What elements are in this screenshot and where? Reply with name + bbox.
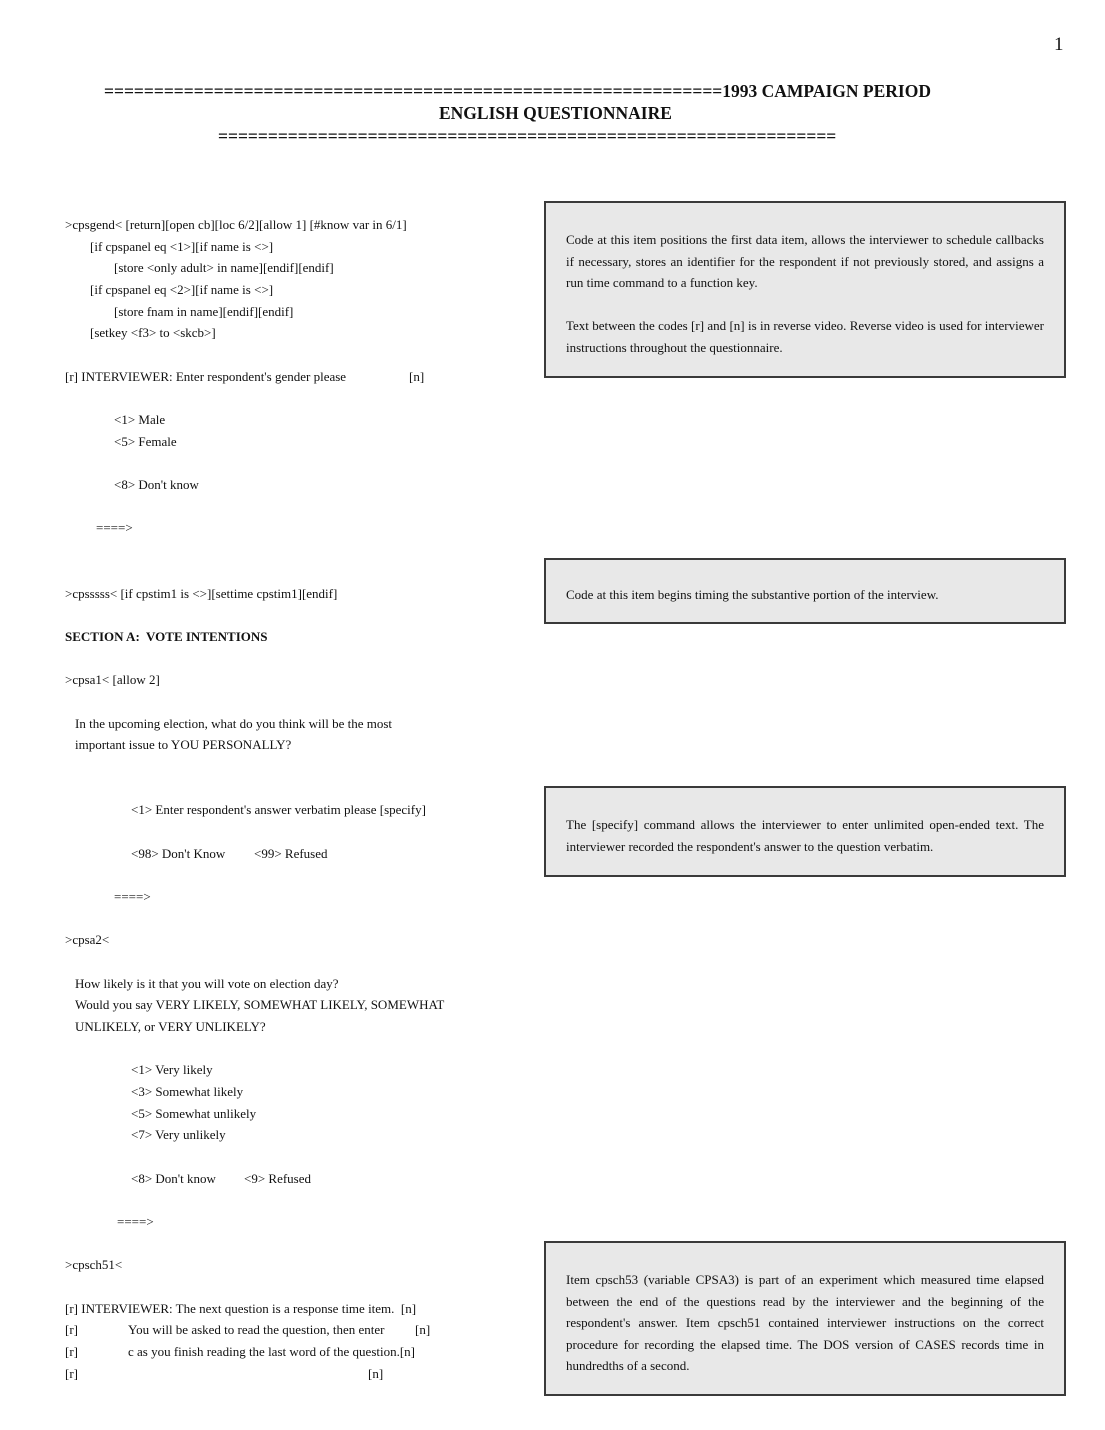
entry-arrow: ====> — [114, 889, 151, 904]
answer-option: <9> Refused — [244, 1171, 312, 1186]
code-line: [store fnam in name][endif][endif] — [114, 304, 294, 319]
answer-option: <1> Very likely — [131, 1062, 213, 1077]
annotation-paragraph: Code at this item positions the first data item, allows the interviewer to schedule callbacks if necessary, stores an identifier for the respondent if not previously stored, and assigns a run time command to a function key. — [566, 232, 1044, 291]
code-marker: [n] — [415, 1322, 431, 1337]
answer-option: <1> Male — [114, 412, 166, 427]
question-text: important issue to YOU PERSONALLY? — [75, 737, 292, 752]
question-text: In the upcoming election, what do you think will be the most — [75, 716, 393, 731]
interviewer-instruction: [r] INTERVIEWER: Enter respondent's gender please — [65, 369, 347, 384]
annotation-box — [544, 786, 1066, 877]
code-marker: [r] — [65, 1322, 78, 1337]
code-marker: [n] — [409, 369, 425, 384]
answer-option: <98> Don't Know — [131, 846, 226, 861]
annotation-box — [544, 201, 1066, 378]
annotation-paragraph: Item cpsch53 (variable CPSA3) is part of an experiment which measured time elapsed between the end of the questions read by the interviewer and the beginning of the respondent's answer. Item cpsch51 contained interviewer instructions on the correct procedure for recording the elapsed time. The DOS version of CASES records time in hundredths of a second. — [566, 1272, 1044, 1374]
header-line-3: ============================================================== — [218, 126, 837, 146]
code-marker: [r] — [65, 1344, 78, 1359]
question-text: UNLIKELY, or VERY UNLIKELY? — [75, 1019, 266, 1034]
item-code: >cpsa2< — [65, 932, 110, 947]
answer-option: <99> Refused — [254, 846, 328, 861]
code-marker: [r] — [65, 1366, 78, 1381]
code-line: [setkey <f3> to <skcb>] — [90, 325, 216, 340]
section-heading: SECTION A: VOTE INTENTIONS — [65, 629, 268, 644]
annotation-box — [544, 558, 1066, 624]
annotation-paragraph: Text between the codes [r] and [n] is in reverse video. Reverse video is used for interviewer instructions throughout the questionnaire. — [566, 318, 1044, 355]
code-line: [if cpspanel eq <1>][if name is <>] — [90, 239, 274, 254]
entry-arrow: ====> — [117, 1214, 154, 1229]
header-line-2: ENGLISH QUESTIONNAIRE — [439, 103, 672, 123]
annotation-paragraph: The [specify] command allows the interviewer to enter unlimited open-ended text. The interviewer recorded the respondent's answer to the question verbatim. — [566, 817, 1044, 854]
annotation-paragraph: Code at this item begins timing the substantive portion of the interview. — [566, 587, 939, 602]
header-line-1: ==============================================================1993 CAMPAIGN PERIOD — [104, 81, 931, 101]
interviewer-instruction: c as you finish reading the last word of the question.[n] — [128, 1344, 416, 1359]
answer-option: <3> Somewhat likely — [131, 1084, 244, 1099]
code-line: [store <only adult> in name][endif][endif] — [114, 260, 334, 275]
annotation-box — [544, 1241, 1066, 1396]
answer-option: <5> Female — [114, 434, 177, 449]
answer-option: <8> Don't know — [131, 1171, 216, 1186]
item-code: >cpsa1< [allow 2] — [65, 672, 160, 687]
code-line: [if cpspanel eq <2>][if name is <>] — [90, 282, 274, 297]
answer-option: <7> Very unlikely — [131, 1127, 226, 1142]
page-number: 1 — [1054, 34, 1064, 55]
answer-option: <8> Don't know — [114, 477, 199, 492]
interviewer-instruction: [r] INTERVIEWER: The next question is a response time item. [n] — [65, 1301, 417, 1316]
question-text: Would you say VERY LIKELY, SOMEWHAT LIKELY, SOMEWHAT — [75, 997, 445, 1012]
entry-arrow: ====> — [96, 520, 133, 535]
code-line: >cpsssss< [if cpstim1 is <>][settime cpstim1][endif] — [65, 586, 338, 601]
question-text: How likely is it that you will vote on election day? — [75, 976, 339, 991]
item-code: >cpsch51< — [65, 1257, 123, 1272]
interviewer-instruction: You will be asked to read the question, then enter — [128, 1322, 385, 1337]
answer-option: <1> Enter respondent's answer verbatim please [specify] — [131, 802, 426, 817]
code-line: >cpsgend< [return][open cb][loc 6/2][allow 1] [#know var in 6/1] — [65, 217, 407, 232]
code-marker: [n] — [368, 1366, 384, 1381]
answer-option: <5> Somewhat unlikely — [131, 1106, 257, 1121]
